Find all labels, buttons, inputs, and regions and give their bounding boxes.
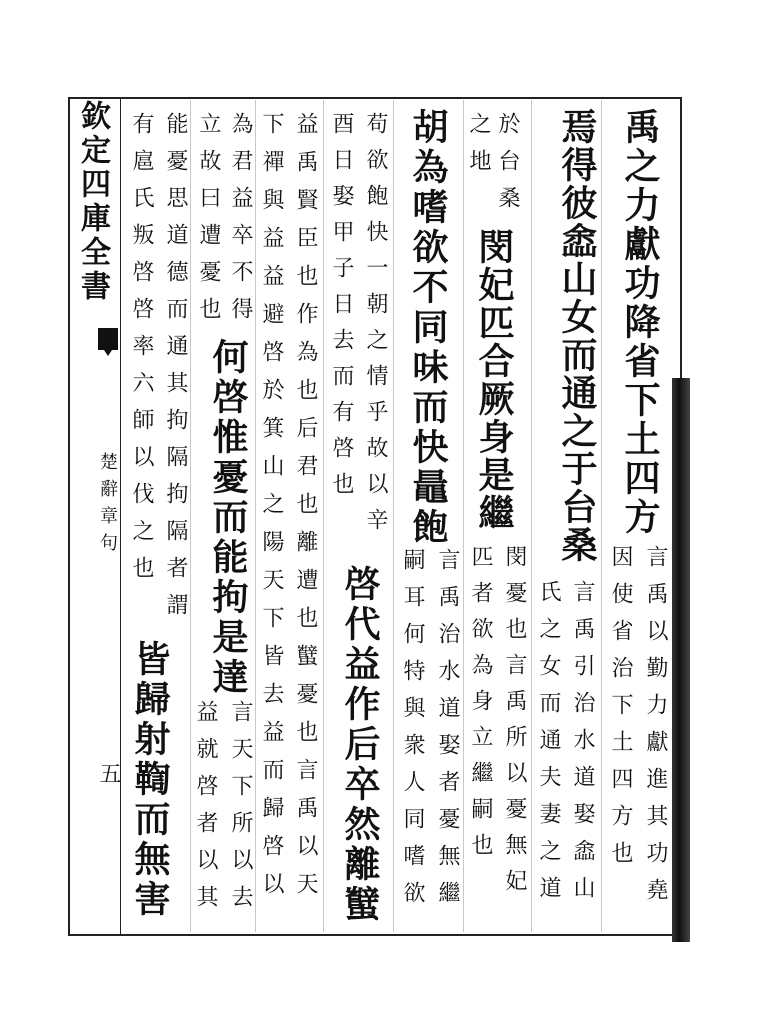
- commentary-top-left-col-7: 立故曰遭憂也: [196, 112, 221, 334]
- commentary-left-col-2: 氏之女而通夫妻之道: [536, 580, 561, 913]
- column-rule: [393, 100, 394, 932]
- main-text-col-2: 焉得彼嵞山女而通之于台桑: [556, 108, 598, 564]
- main-text-col-5: 啓代益作后卒然離蠥: [339, 565, 381, 925]
- commentary-right-col-4: 言禹治水道娶者憂無繼: [435, 548, 460, 918]
- commentary-top-right-col-3: 於台桑: [495, 112, 520, 223]
- scan-shadow-edge: [672, 378, 690, 942]
- column-rule: [255, 100, 256, 932]
- commentary-left-col-4: 嗣耳何特與衆人同嗜欲: [400, 548, 425, 918]
- commentary-left-col-7: 益就啓者以其: [193, 700, 218, 922]
- book-title: 楚辭章句: [97, 452, 118, 560]
- column-rule: [531, 100, 532, 932]
- commentary-right-col-7: 言天下所以去: [228, 700, 253, 922]
- main-text-col-7: 何啓惟憂而能拘是達: [207, 338, 249, 698]
- page-number: 五: [96, 762, 121, 784]
- series-title: 欽定四庫全書: [75, 100, 110, 304]
- main-text-col-8: 皆歸射鞫而無害: [129, 640, 171, 920]
- commentary-right-col-3: 閔憂也言禹所以憂無妃: [502, 545, 527, 905]
- main-text-col-1: 禹之力獻功降省下土四方: [619, 108, 661, 537]
- frame-bottom-border: [68, 934, 682, 936]
- commentary-left-col-3: 匹者欲為身立繼嗣也: [468, 545, 493, 869]
- fishtail-mark: [98, 328, 118, 350]
- commentary-right-col-2: 言禹引治水道娶嵞山: [570, 580, 595, 913]
- frame-top-border: [68, 97, 682, 99]
- commentary-top-left-col-5: 酉日娶甲子日去而有啓也: [329, 112, 354, 508]
- commentary-right-col-1: 言禹以勤力獻進其功堯: [643, 545, 668, 915]
- frame-left-border: [68, 97, 70, 936]
- commentary-top-left-col-8: 有扈氏叛啓啓率六師以伐之也: [129, 112, 154, 593]
- column-rule: [601, 100, 602, 932]
- commentary-top-right-col-7: 為君益卒不得: [228, 112, 253, 334]
- main-text-col-4: 胡為嗜欲不同味而快鼂飽: [407, 108, 449, 548]
- main-text-col-3: 閔妃匹合厥身是繼: [473, 228, 515, 532]
- commentary-top-right-col-6: 益禹賢臣也作為也后君也離遭也蠥憂也言禹以天: [293, 112, 318, 910]
- commentary-left-col-1: 因使省治下土四方也: [608, 545, 633, 878]
- center-strip-divider: [120, 97, 121, 936]
- commentary-top-left-col-6: 下禪與益益避啓於箕山之陽天下皆去益而歸啓以: [259, 112, 284, 910]
- commentary-top-right-col-5: 苟欲飽快一朝之情乎故以辛: [363, 112, 388, 544]
- commentary-top-left-col-3: 之地: [466, 112, 491, 186]
- column-rule: [323, 100, 324, 932]
- column-rule: [190, 100, 191, 932]
- column-rule: [463, 100, 464, 932]
- commentary-top-right-col-8: 能憂思道德而通其拘隔拘隔者謂: [163, 112, 188, 630]
